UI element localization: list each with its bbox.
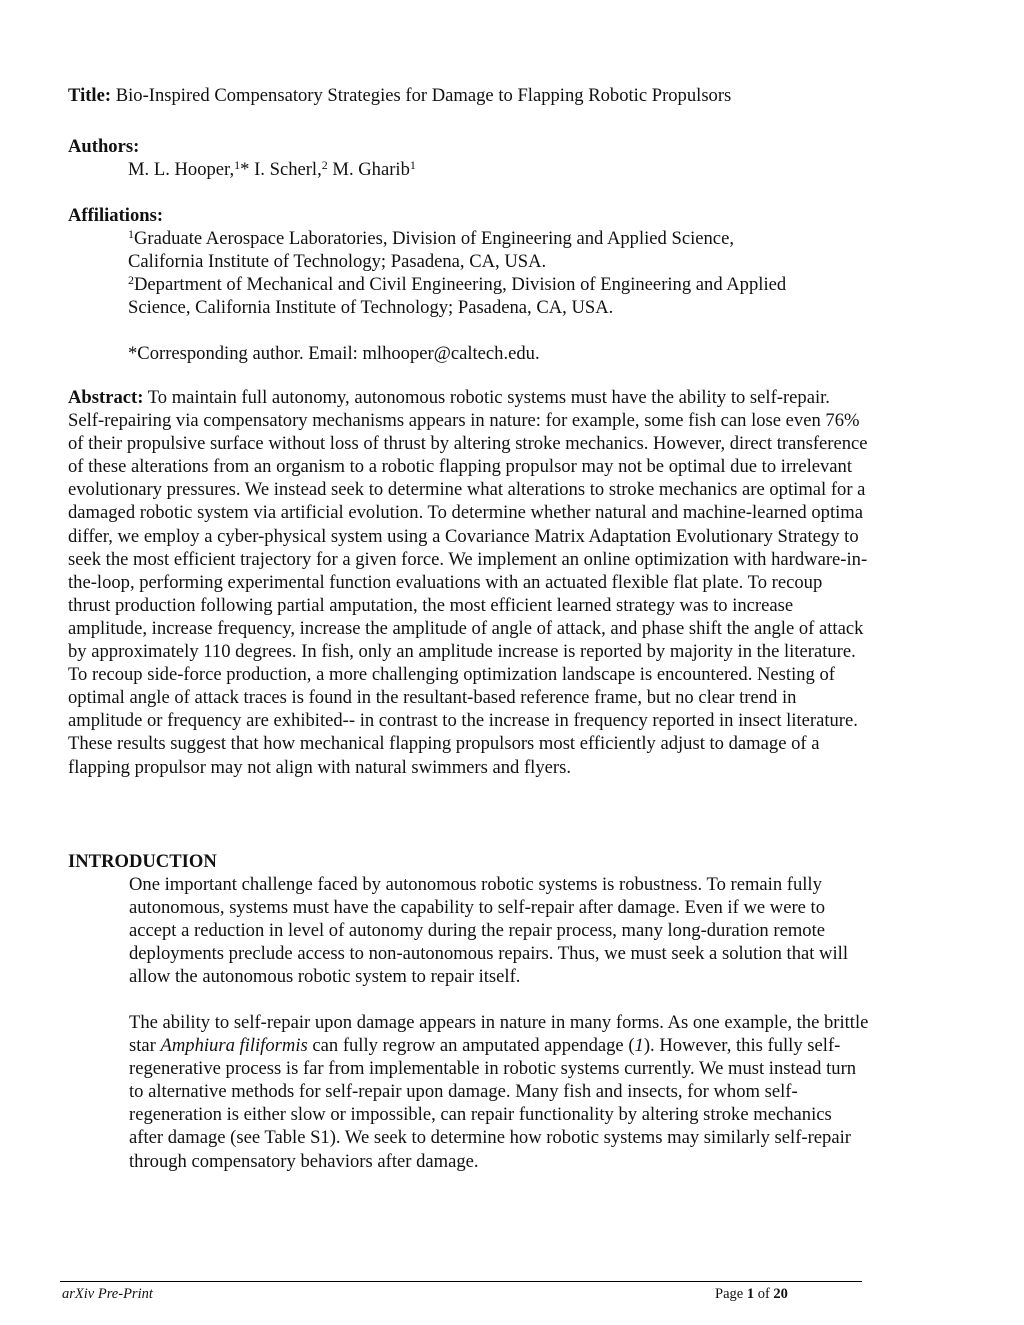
introduction-heading: INTRODUCTION xyxy=(68,851,217,872)
introduction-paragraph-1: One important challenge faced by autonomous robotic systems is robustness. To remain fully autonomous, systems must have the capability to self-repair after damage. Even if we were to accept a reduction in level of autonomy during the repair process, many long-duration remote deployments preclude access to non-autonomous repairs. Thus, we must seek a solution that will allow the autonomous robotic system to repair itself. xyxy=(129,874,848,988)
affiliation-1-line-1: $^1$Graduate Aerospace Laboratories, Division of Engineering and Applied Science, xyxy=(128,227,734,249)
footer-label: arXiv Pre-Print xyxy=(62,1286,153,1302)
author-affiliation-mark: 1 xyxy=(234,158,241,172)
author-affiliation-mark: 1 xyxy=(409,158,416,172)
affiliation-2-line-1: $^2$Department of Mechanical and Civil Engineering, Division of Engineering and Applied xyxy=(128,273,787,295)
page-number: Page 1 of 20 xyxy=(715,1286,788,1302)
affiliation-mark: 2 xyxy=(128,273,134,287)
abstract-paragraph xyxy=(68,386,868,779)
title-line xyxy=(68,84,731,107)
corresponding-author: *Corresponding author. Email: mlhooper@caltech.edu. xyxy=(128,343,540,364)
introduction-paragraph-2: The ability to self-repair upon damage appears in nature in many forms. As one example, the brittle star Amphiura filiformis can fully regrow an amputated appendage (1). However, this fully self-regenerative process is far from implementable in robotic systems currently. We must instead turn to alternative methods for self-repair upon damage. Many fish and insects, for whom self-regeneration is either slow or impossible, can repair functionality by altering stroke mechanics after damage (see Table S1). We seek to determine how robotic systems may similarly self-repair through compensatory behaviors after damage. xyxy=(129,1012,869,1172)
affiliation-1-line-2: California Institute of Technology; Pasadena, CA, USA. xyxy=(128,251,547,272)
affiliation-2-line-2: Science, California Institute of Technology; Pasadena, CA, USA. xyxy=(128,297,614,318)
title-label: Title: xyxy=(68,85,112,106)
affiliations-heading: Affiliations: xyxy=(68,205,164,226)
abstract-label: Abstract: xyxy=(68,387,144,408)
corresponding-mark: * xyxy=(240,159,250,180)
authors-heading: Authors: xyxy=(68,136,140,157)
species-name: Amphiura filiformis xyxy=(160,1035,308,1057)
paper-title: Bio-Inspired Compensatory Strategies for Damage to Flapping Robotic Propulsors xyxy=(115,85,732,106)
footer-divider xyxy=(60,1281,862,1282)
reference-link[interactable]: 1 xyxy=(634,1035,644,1057)
author-affiliation-mark: 2 xyxy=(321,158,328,172)
abstract-text: To maintain full autonomy, autonomous robotic systems must have the ability to self-repair. Self-repairing via compensatory mechanisms appears in nature: for example, some fish can lose even 76% of their propulsive surface without loss of thrust by altering stroke mechanics. However, direct transference of these alterations from an organism to a robotic flapping propulsor may not be optimal due to irrelevant evolutionary pressures. We instead seek to determine what alterations to stroke mechanics are optimal for a damaged robotic system via artificial evolution. To determine whether natural and machine-learned optima differ, we employ a cyber-physical system using a Covariance Matrix Adaptation Evolutionary Strategy to seek the most efficient trajectory for a given force. We implement an online optimization with hardware-in-the-loop, performing experimental function evaluations with an actuated flexible flat plate. To recoup thrust production following partial amputation, the most efficient learned strategy was to increase amplitude, increase frequency, increase the amplitude of angle of attack, and phase shift the angle of attack by approximately 110 degrees. In fish, only an amplitude increase is reported by majority in the literature. To recoup side-force production, a more challenging optimization landscape is encountered. Nesting of optimal angle of attack traces is found in the resultant-based reference frame, but no clear trend in amplitude or frequency are exhibited-- in contrast to the increase in frequency reported in insect literature. These results suggest that how mechanical flapping propulsors most efficiently adjust to damage of a flapping propulsor may not align with natural swimmers and flyers. xyxy=(68,387,868,778)
affiliation-mark: 1 xyxy=(128,227,134,241)
author-name: I. Scherl, xyxy=(254,159,322,180)
author-name: M. L. Hooper, xyxy=(128,159,235,180)
author-name: M. Gharib xyxy=(332,159,410,180)
author-list xyxy=(128,158,416,181)
